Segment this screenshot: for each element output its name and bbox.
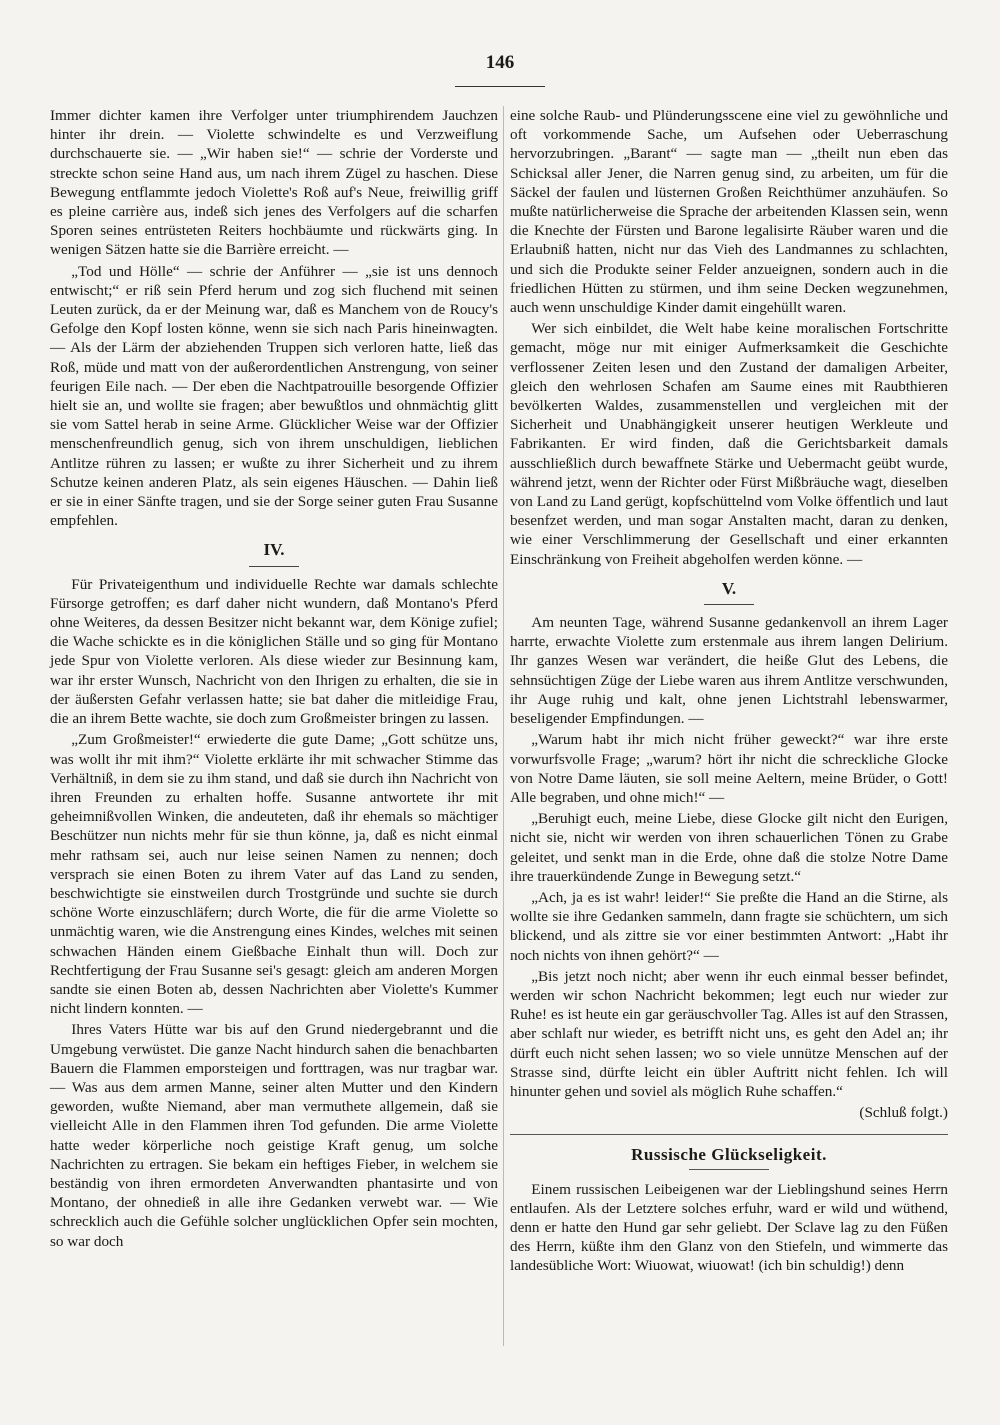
section-rule [249, 566, 299, 567]
paragraph: Wer sich einbildet, die Welt habe keine moralischen Fortschritte gemacht, möge nur mit einiger Aufmerksamkeit die Geschichte verflossener Zeiten lesen und den Zustand der damaligen Arbeiter, gleich den wehrlosen Schafen am Saume eines mit Raubthieren bevölkerten Waldes, zusammenstellen und vergleichen mit der Sicherheit und Unabhängigkeit unserer heutigen Werkleute und Fabrikanten. Er wird finden, daß die Gerichtsbarkeit damals ausschließlich durch bewaffnete Stärke und Uebermacht geübt wurde, während jetzt, wenn der Richter oder Fürst Mißbräuche wagt, dieselben von Land zu Land gerügt, kopfschüttelnd vom Volke öffentlich und laut besenfzet werden, und man sogar Anstalten macht, daran zu denken, wie einer Verschlimmerung der Gesellschaft und einer erkannten Einschränkung von Freiheit abgeholfen werden könne. — [510, 320, 948, 568]
paragraph: Am neunten Tage, während Susanne gedankenvoll an ihrem Lager harrte, erwachte Violette zum erstenmale aus ihrem langen Delirium. Ihr ganzes Wesen war verändert, die heiße Glut des Lebens, die sehnsüchtigen Züge der Liebe waren aus ihrem Antlitze verschwunden, ihr Auge ruhig und kalt, ohne jenen Lichtstrahl lebenswarmer, beseligender Empfindungen. — [510, 614, 948, 728]
paragraph: „Warum habt ihr mich nicht früher geweckt?“ war ihre erste vorwurfsvolle Frage; „warum? hört ihr nicht die schreckliche Glocke von Notre Dame läuten, sie soll meine Aeltern, meine Brüder, o Gott! Alle begraben, und ohne mich!“ — [510, 731, 948, 806]
paragraph: „Tod und Hölle“ — schrie der Anführer — „sie ist uns dennoch entwischt;“ er riß sein Pferd herum und zog sich fluchend mit seinen Leuten zurück, da er der Meinung war, daß es Manchem von de Roucy's Gefolge den Kopf losten könne, wenn sie sich nach Paris hineinwagten. — Als der Lärm der abziehenden Truppen sich verloren hatte, ließ das Roß, müde und matt von der außerordentlichen Anstrengung, von seiner feurigen Eile nach. — Der eben die Nachtpatrouille besorgende Offizier hielt sie an, und wollte sie fragen; aber bewußtlos und ohnmächtig glitt sie vom Sattel herab in seine Arme. Glücklicher Weise war der Offizier menschenfreundlich genug, sich von ihrem unschuldigen, lieblichen Antlitze rühren zu lassen; er wußte zu ihrer Sicherheit und zu ihrem Schutze keinen anderen Platz, als sein eigenes Häuschen. — Dahin ließ er sie in einer Sänfte tragen, und sie der Sorge seiner guten Frau Susanne empfehlen. [50, 262, 498, 530]
continued-note: (Schluß folgt.) [859, 1104, 948, 1122]
article-title: Russische Glückseligkeit. [631, 1145, 827, 1165]
section-heading-iv: IV. [263, 540, 285, 560]
right-column [510, 106, 948, 1278]
page-number: 146 [485, 52, 515, 73]
article-title-rule [689, 1169, 769, 1170]
section-heading-v: V. [721, 578, 737, 598]
paragraph: eine solche Raub- und Plünderungsscene eine viel zu gewöhnliche und oft vorkommende Sache, um Aufsehen oder Ueberraschung hervorzubringen. „Barant“ — sagte man — „theilt nun eben das Schicksal aller Jener, die Narren genug sind, zu arbeiten, um für die Säckel der faulen und lüsternen Großen Reichthümer anzuhäufen. So mußte natürlicherweise die Sprache der arbeitenden Klassen sein, wenn die Knechte der Fürsten und Barone legalisirte Räuber waren und die Erlaubniß hatten, nicht nur das Vieh des Landmannes zu schlachten, und sich die Produkte seiner Felder anzueignen, sondern auch in die friedlichen Hütten zu stürmen, und ihm seine Decken wegzunehmen, auch wenn unschuldige Kinder damit eingehüllt waren. [510, 107, 948, 317]
column-divider [503, 106, 504, 1346]
left-column [50, 106, 498, 1253]
paragraph: Einem russischen Leibeigenen war der Lieblingshund seines Herrn entlaufen. Als der Letztere solches erfuhr, ward er wild und wüthend, denn er hatte den Hund gar sehr geliebt. Der Sclave lag zu den Füßen des Herrn, küßte ihm den Glanz von den Stiefeln, und wimmerte das landesübliche Wort: Wiuowat, wiuowat! (ich bin schuldig!) denn [510, 1180, 948, 1275]
paragraph: „Ach, ja es ist wahr! leider!“ Sie preßte die Hand an die Stirne, als wollte sie ihre Gedanken sammeln, dann fragte sie schüchtern, um sich blickend, und als zittre sie vor einer bestimmten Antwort: „Habt ihr noch nichts von ihnen gehört?“ — [510, 888, 948, 964]
section-rule [704, 604, 754, 605]
paragraph: „Zum Großmeister!“ erwiederte die gute Dame; „Gott schütze uns, was wollt ihr mit ihm?“ Violette erklärte ihr mit schwacher Stimme das Verhältniß, in dem sie zu ihm stand, und daß sie durch ihn Nachricht von ihren Freunden zu erhalten hoffe. Susanne antwortete ihr mit geheimnißvollen Winken, die andeuteten, daß ihr ehemals so mächtiger Beschützer nun nichts mehr für sie thun könne, ja, daß es nicht einmal mehr rathsam sei, auch nur leise seinen Namen zu nennen; doch versprach sie einen Boten zu ihrem Vater auf das Land zu senden, beschwichtigte sie einstweilen durch Trostgründe und suchte sie durch schöne Worte einzuschläfern; durch Worte, die für die arme Violette so unmächtig waren, wie die Anstrengung eines Kindes, welches mit seinen schwachen Händen einem Gießbache Einhalt thun will. Doch zur Rechtfertigung der Frau Susanne sei's gesagt: gleich am anderen Morgen sandte sie einen Boten ab, dessen Nachrichten aber Violette's Kummer nicht lindern konnten. — [50, 731, 498, 1018]
paragraph: Ihres Vaters Hütte war bis auf den Grund niedergebrannt und die Umgebung verwüstet. Die ganze Nacht hindurch sahen die benachbarten Bauern die Flammen emporsteigen und forttragen, was nur tragbar war. — Was aus dem armen Manne, seiner alten Mutter und den Kindern geworden, wußte Niemand, aber man vermuthete allgemein, daß sie vielleicht Alle in den Flammen ihren Tod gefunden. Die arme Violette hatte weder körperliche noch geistige Kraft genug, um solche Nachrichten zu ertragen. Sie bekam ein heftiges Fieber, in welchem sie beständig von ihren ermordeten Anverwandten phantasirte und von Montano, der ohnedieß in alle ihre Gedanken verwebt war. — Wie schrecklich auch die Gefühle solcher unglücklichen Opfer sein mochten, so war doch [50, 1021, 498, 1250]
paragraph: Für Privateigenthum und individuelle Rechte war damals schlechte Fürsorge getroffen; es darf daher nicht wundern, daß Montano's Pferd ohne Weiteres, da dessen Besitzer nicht bekannt war, dem Könige zufiel; die Wache schickte es in die königlichen Ställe und so ging für Montano jede Spur von Violette verloren. Als diese wieder zur Besinnung kam, war ihr erster Wunsch, Nachricht von den Ihrigen zu erhalten, die sie in der äußersten Gefahr verlassen hatte; sie bat daher die mitleidige Frau, die an ihrem Bette wachte, sie doch zum Großmeister bringen zu lassen. [50, 575, 498, 728]
paragraph: „Beruhigt euch, meine Liebe, diese Glocke gilt nicht den Eurigen, nicht sie, nicht wir werden von ihren schauerlichen Tönen zu Grabe geleitet, und senkt man in die Erde, ohne daß die stolze Notre Dame ihre trauerkündende Zunge in Bewegung setzt.“ [510, 810, 948, 885]
paragraph: „Bis jetzt noch nicht; aber wenn ihr euch einmal besser befindet, werden wir schon Nachricht bekommen; legt euch nur wieder zur Ruhe! es ist heute ein gar geräuschvoller Tag. Alles ist auf den Strassen, aber schlaft nur wieder, es betrifft nicht uns, es geht den Adel an; ihr dürft euch nicht sehen lassen; wo so viele unnütze Menschen auf der Strasse sind, dürfte leicht ein übler Auftritt nicht fehlen. Ich will hinunter gehen und soviel als möglich Ruhe schaffen.“ [510, 967, 948, 1100]
header-rule [455, 86, 545, 87]
paragraph: Immer dichter kamen ihre Verfolger unter triumphirendem Jauchzen hinter ihr drein. — Violette schwindelte es und Verzweiflung durchschauerte sie. — „Wir haben sie!“ — schrie der Vorderste und streckte schon seine Hand aus, um nach ihrem Zügel zu haschen. Diese Bewegung entflammte jedoch Violette's Roß auf's Neue, freiwillig griff es pleine carrière aus, indeß sich jenes des Verfolgers auf die scharfen Sporen seines entrüsteten Reiters hochbäumte und rückwärts ging. In wenigen Sätzen hatte sie die Barrière erreicht. — [50, 107, 498, 259]
article-separator [510, 1134, 948, 1135]
